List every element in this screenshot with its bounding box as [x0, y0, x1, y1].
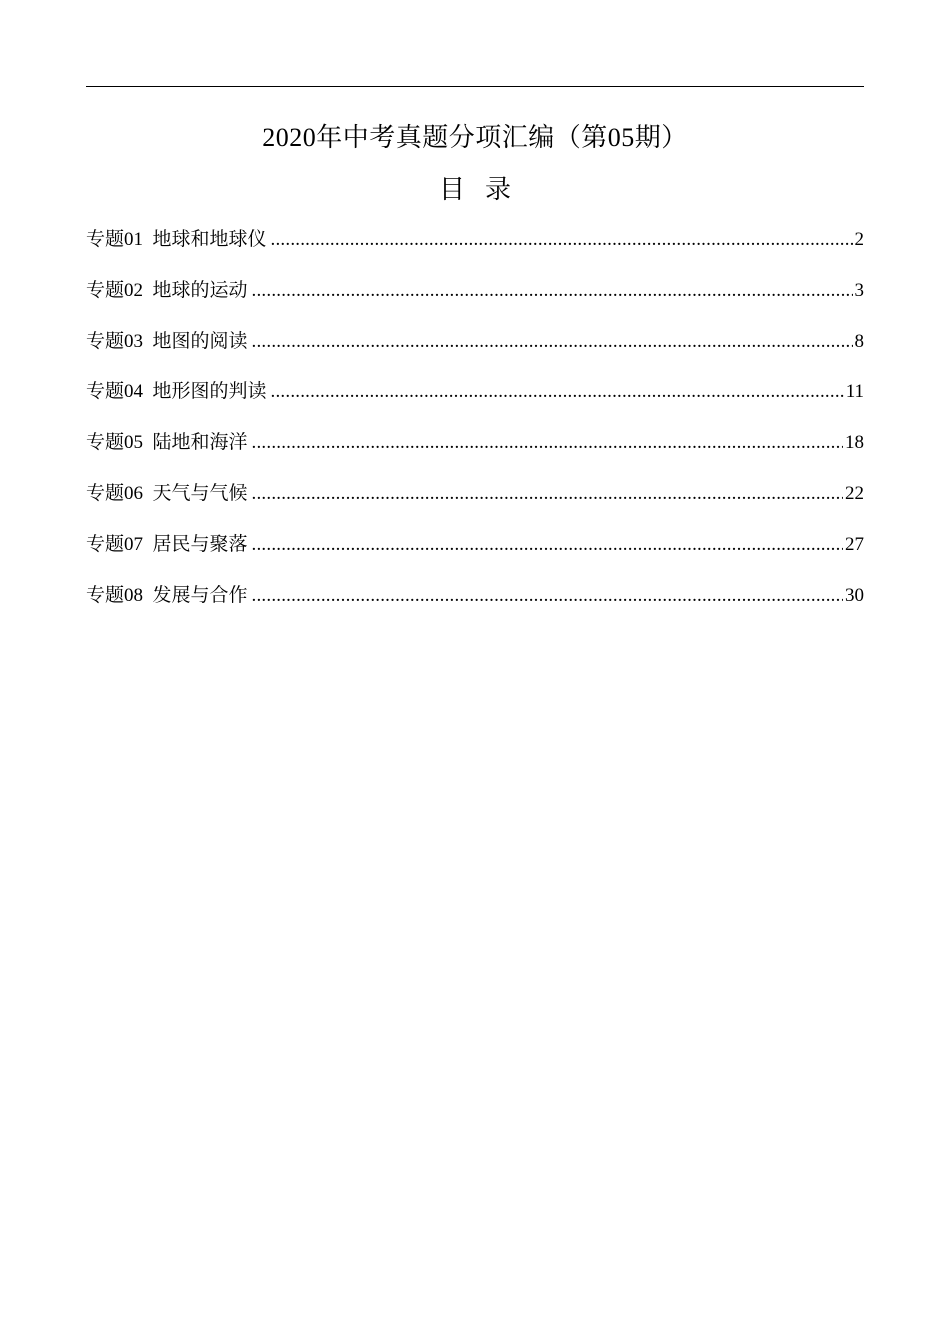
toc-page-number: 27 [845, 533, 864, 555]
toc-entry[interactable] [86, 529, 864, 580]
toc-leader-dots [252, 427, 843, 459]
toc-page-number: 8 [854, 330, 864, 352]
toc-leader-dots [252, 275, 853, 307]
toc-topic-name: 地图的阅读 [152, 330, 248, 352]
toc-entry[interactable] [86, 376, 864, 427]
toc-page-number: 2 [854, 229, 864, 250]
toc-topic-number: 专题01 [86, 229, 144, 250]
toc-entry[interactable] [86, 478, 864, 529]
toc-topic-name: 陆地和海洋 [152, 432, 248, 454]
toc-topic-name: 地球和地球仪 [152, 229, 267, 250]
toc-leader-dots [271, 376, 844, 408]
toc-topic-number: 专题06 [86, 482, 144, 504]
toc-topic-name: 地形图的判读 [152, 381, 267, 403]
toc-topic-name: 居民与聚落 [152, 533, 248, 555]
toc-leader-dots [252, 529, 843, 561]
toc-heading: 目录 [438, 175, 531, 204]
toc-topic-number: 专题07 [86, 533, 144, 555]
toc-leader-dots [271, 224, 853, 256]
toc-topic-name: 天气与气候 [152, 482, 248, 504]
toc-leader-dots [252, 478, 843, 510]
toc-topic-number: 专题02 [86, 279, 144, 301]
table-of-contents [86, 224, 864, 630]
toc-entry[interactable] [86, 275, 864, 326]
toc-page-number: 22 [845, 482, 864, 504]
toc-topic-name: 地球的运动 [152, 279, 248, 301]
toc-page-number: 11 [845, 381, 864, 403]
toc-topic-number: 专题08 [86, 584, 144, 606]
document-title: 2020年中考真题分项汇编（第05期） [262, 123, 688, 152]
toc-topic-name: 发展与合作 [152, 584, 248, 606]
toc-entry[interactable] [86, 427, 864, 478]
toc-topic-number: 专题05 [86, 432, 144, 454]
toc-entry[interactable] [86, 326, 864, 377]
toc-leader-dots [252, 580, 843, 612]
toc-topic-number: 专题03 [86, 330, 144, 352]
toc-page-number: 18 [845, 432, 864, 454]
toc-topic-number: 专题04 [86, 381, 144, 403]
toc-leader-dots [252, 326, 853, 358]
toc-page-number: 3 [854, 279, 864, 301]
toc-entry[interactable] [86, 224, 864, 275]
toc-page-number: 30 [845, 584, 864, 606]
toc-entry[interactable] [86, 580, 864, 631]
header-rule [86, 86, 864, 87]
